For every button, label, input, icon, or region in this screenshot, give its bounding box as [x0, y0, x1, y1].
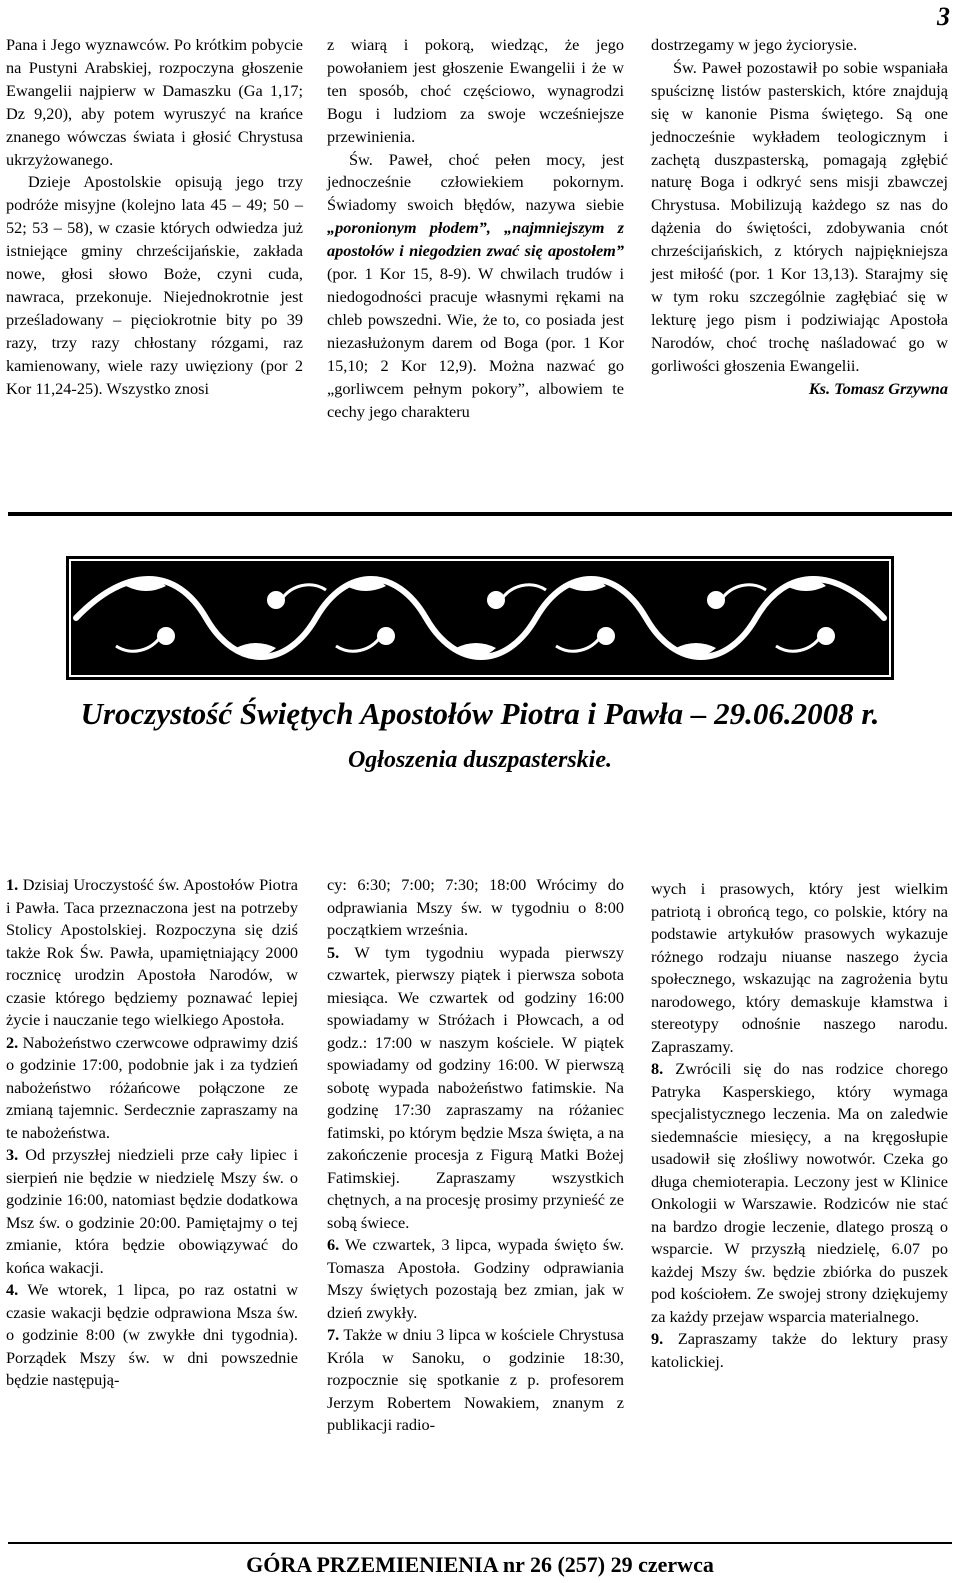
page-subtitle: Ogłoszenia duszpasterskie. — [347, 747, 613, 773]
text-run: Św. Paweł, choć pełen mocy, jest jednocześnie człowiekiem pokornym. Świadomy swoich błędów, nazywa siebie — [327, 149, 624, 215]
item-number: 8. — [651, 1059, 664, 1078]
list-item — [6, 1032, 298, 1145]
article-paragraph: dostrzegamy w jego życiorysie. — [651, 35, 858, 54]
article-paragraph: z wiarą i pokorą, wiedząc, że jego powołaniem jest głoszenie Ewangelii i że w ten sposób, choć częściowo, wynagrodzi Bogu i ludziom za swoje wcześniejsze przewinienia. — [327, 35, 624, 146]
ornament-vine-icon — [66, 556, 894, 680]
item-text: Nabożeństwo czerwcowe odprawimy dziś o godzinie 17:00, podobnie jak i za tydzień nabożeństwo różańcowe połączone ze zmianą tajemnic. Serdecznie zapraszamy na te nabożeństwa. — [6, 1032, 298, 1142]
item-text: Zapraszamy także do lektury prasy katolickiej. — [651, 1329, 948, 1371]
item-number: 3. — [6, 1145, 19, 1164]
item-number: 2. — [6, 1032, 19, 1052]
item-number: 7. — [327, 1325, 340, 1344]
article-paragraph — [327, 149, 624, 424]
item-text: Także w dniu 3 lipca w kościele Chrystusa Króla w Sanoku, o godzinie 18:30, rozpocznie się spotkanie z p. profesorem Jerzym Robertem Nowakiem, znanym z publikacji radio- — [327, 1325, 624, 1434]
decorative-ornament-banner — [66, 556, 894, 680]
list-item-continuation: wych i prasowych, który jest wielkim patriotą i obrońcą tego, co polskie, który na podstawie artykułów prasowych wykazuje różnego rodzaju niuanse naszego życia społecznego, wskazując na zagrożenia bytu narodowego, który demaskuje kłamstwa i stereotypy odnośnie naszego narodu. Zapraszamy. — [651, 879, 948, 1056]
page-footer: GÓRA PRZEMIENIENIA nr 26 (257) 29 czerwca — [246, 1552, 714, 1577]
announcements-column-1 — [6, 874, 298, 1392]
announcements-column-3 — [651, 878, 948, 1373]
article-paragraph: Dzieje Apostolskie opisują jego trzy podróże misyjne (kolejno lata 45 – 49; 50 – 52; 53 – 58), w czasie których odwiedza już istniejące gminy chrześcijańskie, zakłada nowe, głosi słowo Boże, czyni cuda, nawraca, przekonuje. Niejednokrotnie jest prześladowany – pięciokrotnie bity po 39 razy, trzy razy chłostany rózgami, raz kamienowany, wiele razy uwięziony (por 2 Kor 11,24-25). Wszystko znosi — [6, 172, 303, 398]
list-item — [327, 1324, 624, 1437]
author-signature: Ks. Tomasz Grzywna — [808, 378, 948, 398]
article-paragraph: Św. Paweł pozostawił po sobie wspaniała spuściznę listów pasterskich, które znajdują się w kanonie Pisma świętego. Są one jednocześnie wykładem teologicznym i zachętą duszpasterską, pomagają zgłębić naturę Boga i odkryć sens misji zbawczej Chrystusa. Mobilizują każdego sz nas do dążenia do świętości, zdobywania cnót chrześcijańskich, z których najpiękniejsza jest miłość (por. 1 Kor 13,13). Starajmy się w tym roku szczególnie zagłębiać się w lekturę jego pism i podziwiając Apostoła Narodów, choć trochę naśladować go w gorliwości głoszenia Ewangelii. — [651, 57, 948, 375]
article-column-2 — [327, 34, 624, 423]
list-item — [6, 1279, 298, 1392]
announcements-column-2 — [327, 874, 624, 1437]
emphasized-quote: „poronionym płodem”, „najmniejszym z apostołów i niegodzien zwać się apostołem” — [327, 218, 624, 261]
article-column-1 — [6, 34, 303, 401]
footer-divider — [8, 1542, 952, 1544]
list-item — [651, 1058, 948, 1328]
list-item — [6, 874, 298, 1032]
item-text: Dzisiaj Uroczystość św. Apostołów Piotra i Pawła. Taca przeznaczona jest na potrzeby Stolicy Apostolskiej. Rozpoczyna się dziś także Rok Św. Pawła, upamiętniający 2000 rocznicę urodzin Apostoła Narodów, w czasie którego będziemy poznawać lepiej życie i nauczanie tego wielkiego Apostoła. — [6, 875, 298, 1029]
page-title: Uroczystość Świętych Apostołów Piotra i Pawła – 29.06.2008 r. — [80, 696, 880, 731]
list-item — [327, 942, 624, 1235]
item-number: 6. — [327, 1235, 340, 1254]
item-number: 9. — [651, 1329, 664, 1348]
list-item — [651, 1328, 948, 1373]
item-text: W tym tygodniu wypada pierwszy czwartek, pierwszy piątek i pierwsza sobota miesiąca. We czwartek od godziny 16:00 spowiadamy w Stróżach i Płowcach, a od godz.: 17:00 w naszym kościele. W piątek spowiadamy od godziny 16:00. W pierwszą sobotę wypada nabożeństwo fatimskie. Na godzinę 17:30 zapraszamy na różaniec fatimski, po którym będzie Msza święta, a na zakończenie procesja z Figurą Matki Bożej Fatimskiej. Zapraszamy wszystkich chętnych, a na procesję prosimy przynieść ze sobą świece. — [327, 942, 624, 1232]
section-divider — [8, 512, 952, 516]
item-text: We czwartek, 3 lipca, wypada święto św. Tomasza Apostoła. Godziny odprawiania Mszy świętych pozostają bez zmian, jak w dzień zwykły. — [327, 1235, 624, 1322]
item-text: Od przyszłej niedzieli prze cały lipiec i sierpień nie będzie w niedzielę Mszy św. o godzinie 16:00, natomiast będzie dodatkowa Msz św. o godzinie 20:00. Pamiętajmy o tej zmianie, która będzie obowiązywać do końca wakacji. — [6, 1145, 298, 1277]
list-item-continuation: cy: 6:30; 7:00; 7:30; 18:00 Wrócimy do odprawiania Mszy św. w tygodniu o 8:00 początkiem września. — [327, 875, 624, 939]
item-text: Zwrócili się do nas rodzice chorego Patryka Kasperskiego, który wymaga specjalistycznego leczenia. Ma on zaledwie siedemnaście miesięcy, a na kręgosłupie usadowił się złośliwy nowotwór. Czeka go długa chemioterapia. Leczony jest w Klinice Onkologii w Warszawie. Rodziców nie stać na bardzo drogie leczenie, dlatego proszą o wsparcie. W przyszłą niedzielę, 6.07 po każdej Mszy św. będzie zbiórka do puszek pod kościołem. Ze swojej strony dziękujemy za każdy przejaw wsparcia materialnego. — [651, 1059, 948, 1326]
article-column-3 — [651, 34, 948, 401]
article-paragraph: Pana i Jego wyznawców. Po krótkim pobycie na Pustyni Arabskiej, rozpoczyna głoszenie Ewangelii najpierw w Damaszku (Ga 1,17; Dz 9,20), aby potem wyruszyć na krańce znanego wówczas świata i głosić Chrystusa ukrzyżowanego. — [6, 35, 303, 169]
list-item — [6, 1144, 298, 1279]
item-number: 1. — [6, 875, 19, 894]
text-run: (por. 1 Kor 15, 8-9). W chwilach trudów i niedogodności pracuje własnymi rękami na chleb powszedni. Wie, że to, co posiada jest niezasłużonym darem od Boga (por. 1 Kor 15,10; 2 Kor 12,9). Można nazwać go „gorliwcem pełnym pokory”, albowiem te cechy jego charakteru — [327, 264, 624, 421]
item-number: 4. — [6, 1280, 19, 1299]
item-number: 5. — [327, 942, 340, 962]
page-number: 3 — [937, 2, 950, 31]
item-text: We wtorek, 1 lipca, po raz ostatni w czasie wakacji będzie odprawiona Msza św. o godzinie 8:00 (w zwykłe dni tygodnia). Porządek Mszy św. w dni powszednie będzie następują- — [6, 1280, 298, 1389]
list-item — [327, 1234, 624, 1324]
